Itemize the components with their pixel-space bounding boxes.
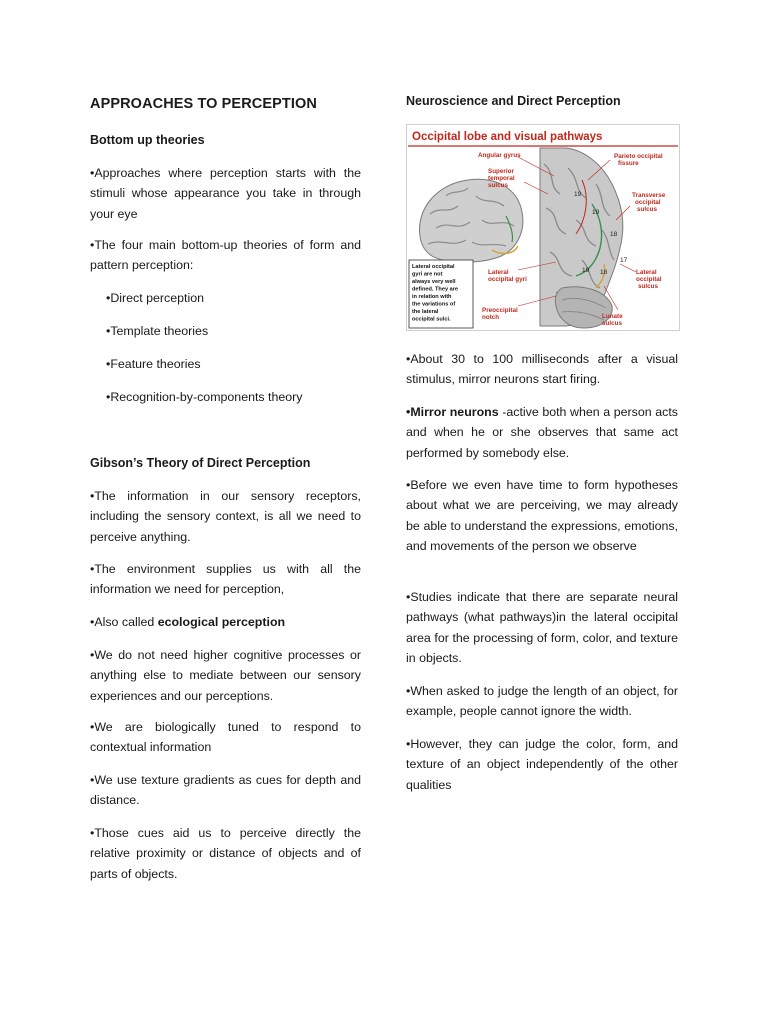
figure-caption-line: always very well xyxy=(412,279,456,285)
neuro-paragraph-2 xyxy=(406,402,678,463)
label-transverse-occipital-sulcus: sulcus xyxy=(637,206,657,213)
gibson-paragraph-1: •The information in our sensory receptors, including the sensory context, is all we need to perceive anything. xyxy=(90,489,361,544)
figure-caption-line: gyri are not xyxy=(412,271,443,278)
page-title: APPROACHES TO PERCEPTION xyxy=(90,96,317,112)
label-transverse-occipital-sulcus: Transverse xyxy=(632,192,666,199)
figure-caption-line: the lateral xyxy=(412,309,439,315)
figure-caption-line: occipital sulci. xyxy=(412,316,451,323)
gibson-heading: Gibson’s Theory of Direct Perception xyxy=(90,456,311,470)
label-preoccipital-notch: Preoccipital xyxy=(482,307,518,314)
gibson-paragraph-2: •The environment supplies us with all the information we need for perception, xyxy=(90,562,361,597)
label-preoccipital-notch: notch xyxy=(482,314,500,321)
label-lunate-sulcus: Lunate xyxy=(602,313,623,320)
area-number: 19 xyxy=(592,209,600,216)
neuro-paragraph-5: •When asked to judge the length of an object, for example, people cannot ignore the width. xyxy=(406,684,678,719)
theory-list-item: •Feature theories xyxy=(106,357,201,371)
label-parieto-occipital-fissure: Parieto occipital xyxy=(614,153,663,160)
occipital-lobe-figure xyxy=(406,124,680,331)
mirror-neurons-term: •Mirror neurons xyxy=(406,405,499,419)
label-lateral-occipital-sulcus: occipital xyxy=(636,276,662,283)
ecological-perception-term: ecological perception xyxy=(157,615,286,629)
gibson-paragraph-3 xyxy=(90,612,361,632)
neuro-paragraph-3: •Before we even have time to form hypotheses about what we are perceiving, we may already be able to understand the expressions, emotions, and movements of the person we observe xyxy=(406,478,678,553)
bottom-up-paragraph-1: •Approaches where perception starts with the stimuli whose appearance you take in through your eye xyxy=(90,166,361,221)
label-lateral-occipital-gyri: Lateral xyxy=(488,269,509,276)
neuro-paragraph-2-rest: -active both when a person acts and when he or she observes that same act performed by somebody else. xyxy=(406,405,678,460)
label-lateral-occipital-sulcus: sulcus xyxy=(638,283,658,290)
bottom-up-heading: Bottom up theories xyxy=(90,133,205,147)
label-parieto-occipital-fissure: fissure xyxy=(618,160,639,167)
label-superior-temporal-sulcus: sulcus xyxy=(488,182,508,189)
figure-caption-line: the variations of xyxy=(412,301,456,308)
label-superior-temporal-sulcus: Superior xyxy=(488,168,514,175)
figure-caption-line: in relation with xyxy=(412,294,452,300)
neuro-paragraph-1: •About 30 to 100 milliseconds after a visual stimulus, mirror neurons start firing. xyxy=(406,352,678,387)
figure-title: Occipital lobe and visual pathways xyxy=(412,131,603,143)
label-superior-temporal-sulcus: temporal xyxy=(488,175,515,182)
neuroscience-heading: Neuroscience and Direct Perception xyxy=(406,94,621,108)
gibson-paragraph-6: •We use texture gradients as cues for depth and distance. xyxy=(90,773,361,808)
area-number: 18 xyxy=(600,269,608,276)
gibson-paragraph-3-prefix: •Also called xyxy=(90,615,158,629)
neuro-paragraph-4: •Studies indicate that there are separate neural pathways (what pathways)in the lateral occipital area for the processing of form, color, and texture in objects. xyxy=(406,590,678,665)
theory-list-item: •Direct perception xyxy=(106,291,204,305)
label-lunate-sulcus: sulcus xyxy=(602,320,622,327)
label-lateral-occipital-gyri: occipital gyri xyxy=(488,276,527,283)
area-number: 17 xyxy=(620,257,628,264)
figure-caption-line: defined. They are xyxy=(412,286,459,293)
gibson-paragraph-4: •We do not need higher cognitive processes or anything else to mediate between our sensory experiences and our perceptions. xyxy=(90,648,361,703)
label-transverse-occipital-sulcus: occipital xyxy=(635,199,661,206)
area-number: 19 xyxy=(574,191,582,198)
label-angular-gyrus: Angular gyrus xyxy=(478,152,521,159)
neuro-paragraph-6: •However, they can judge the color, form, and texture of an object independently of the other qualities xyxy=(406,737,678,792)
gibson-paragraph-5: •We are biologically tuned to respond to contextual information xyxy=(90,720,361,755)
label-lateral-occipital-sulcus: Lateral xyxy=(636,269,657,276)
gibson-paragraph-7: •Those cues aid us to perceive directly the relative proximity or distance of objects and of parts of objects. xyxy=(90,826,361,881)
area-number: 19 xyxy=(582,267,590,274)
theory-list-item: •Template theories xyxy=(106,324,209,338)
area-number: 18 xyxy=(610,231,618,238)
theory-list-item: •Recognition-by-components theory xyxy=(106,390,303,404)
figure-caption-line: Lateral occipital xyxy=(412,264,455,270)
bottom-up-paragraph-2: •The four main bottom-up theories of form and pattern perception: xyxy=(90,238,361,273)
